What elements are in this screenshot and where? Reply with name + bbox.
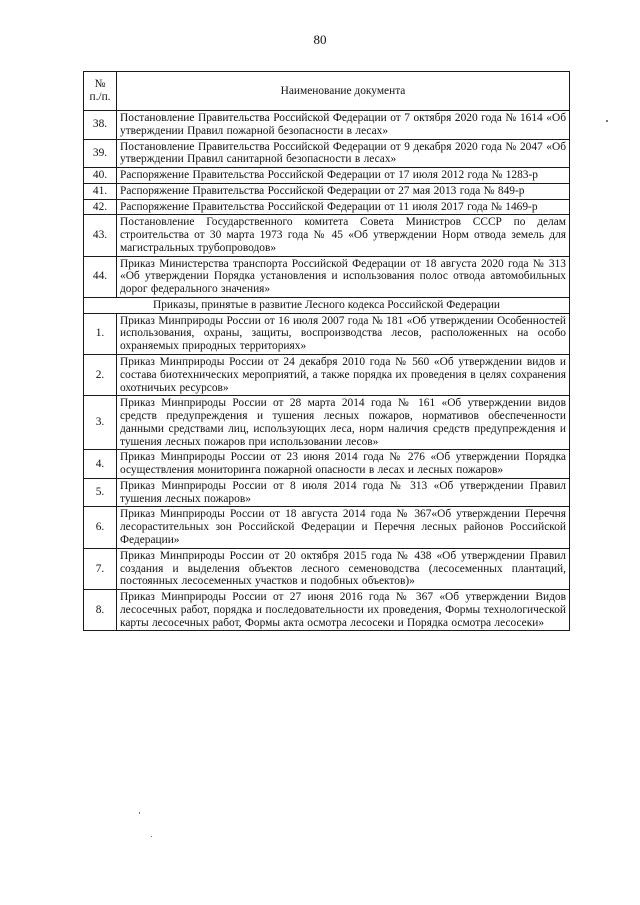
- row-number: 42.: [84, 199, 117, 215]
- table-row: [84, 478, 570, 507]
- row-document-name: Распоряжение Правительства Российской Федерации от 11 июля 2017 года № 1469-р: [117, 199, 570, 215]
- row-document-name: Приказ Минприроды России от 28 марта 2014 года № 161 «Об утверждении видов средств предупреждения и тушения лесных пожаров, нормативов обеспеченности данными средствами лиц, использующих леса, норм наличия средств предупреждения и тушения лесных пожаров при использовании лесов»: [117, 396, 570, 450]
- row-number: 41.: [84, 183, 117, 199]
- row-number: 38.: [84, 111, 117, 140]
- table-row: [84, 111, 570, 140]
- column-header-number: [84, 72, 117, 111]
- table-row: [84, 355, 570, 396]
- table-row: [84, 256, 570, 297]
- scan-speck: [151, 836, 152, 837]
- row-number: 44.: [84, 256, 117, 297]
- section-title: Приказы, принятые в развитие Лесного кодекса Российской Федерации: [84, 297, 570, 313]
- column-header-number-text: № п./п.: [89, 77, 111, 103]
- row-document-name: Приказ Минприроды России от 18 августа 2014 года № 367«Об утверждении Перечня лесорастительных зон Российской Федерации и Перечня лесных районов Российской Федерации»: [117, 507, 570, 548]
- table-row: [84, 590, 570, 631]
- table-row: [84, 168, 570, 184]
- table-row: [84, 183, 570, 199]
- row-document-name: Приказ Минприроды России от 23 июня 2014 года № 276 «Об утверждении Порядка осуществления мониторинга пожарной опасности в лесах и лесных пожаров»: [117, 450, 570, 479]
- row-document-name: Приказ Министерства транспорта Российской Федерации от 18 августа 2020 года № 313 «Об утверждении Порядка установления и использования полос отвода автомобильных дорог федерального значения»: [117, 256, 570, 297]
- row-number: 40.: [84, 168, 117, 184]
- table-row: [84, 313, 570, 354]
- table-row: [84, 215, 570, 256]
- row-number: 3.: [84, 396, 117, 450]
- row-number: 5.: [84, 478, 117, 507]
- column-header-document-name: Наименование документа: [117, 72, 570, 111]
- table-row: [84, 548, 570, 589]
- row-document-name: Постановление Правительства Российской Федерации от 7 октября 2020 года № 1614 «Об утверждении Правил пожарной безопасности в лесах»: [117, 111, 570, 140]
- scan-speck: [606, 120, 608, 122]
- table-row: [84, 507, 570, 548]
- documents-table: [83, 71, 570, 631]
- table-row: [84, 450, 570, 479]
- row-document-name: Приказ Минприроды России от 8 июля 2014 года № 313 «Об утверждении Правил тушения лесных пожаров»: [117, 478, 570, 507]
- row-document-name: Распоряжение Правительства Российской Федерации от 17 июля 2012 года № 1283-р: [117, 168, 570, 184]
- scan-speck: [139, 812, 140, 814]
- table-row: [84, 199, 570, 215]
- row-document-name: Приказ Минприроды России от 24 декабря 2010 года № 560 «Об утверждении видов и состава биотехнических мероприятий, а также порядка их проведения в целях сохранения охотничьих ресурсов»: [117, 355, 570, 396]
- row-number: 43.: [84, 215, 117, 256]
- row-number: 39.: [84, 139, 117, 168]
- row-document-name: Приказ Минприроды России от 20 октября 2015 года № 438 «Об утверждении Правил создания и выделения объектов лесного семеноводства (лесосеменных плантаций, постоянных лесосеменных участков и подобных объектов)»: [117, 548, 570, 589]
- row-number: 4.: [84, 450, 117, 479]
- row-document-name: Приказ Минприроды России от 27 июня 2016 года № 367 «Об утверждении Видов лесосечных работ, порядка и последовательности их проведения, Формы технологической карты лесосечных работ, Формы акта осмотра лесосеки и Порядка осмотра лесосеки»: [117, 590, 570, 631]
- row-document-name: Распоряжение Правительства Российской Федерации от 27 мая 2013 года № 849-р: [117, 183, 570, 199]
- row-document-name: Постановление Правительства Российской Федерации от 9 декабря 2020 года № 2047 «Об утверждении Правил санитарной безопасности в лесах»: [117, 139, 570, 168]
- row-number: 8.: [84, 590, 117, 631]
- table-row: [84, 139, 570, 168]
- table-header-row: [84, 72, 570, 111]
- row-document-name: Постановление Государственного комитета Совета Министров СССР по делам строительства от 30 марта 1973 года № 45 «Об утверждении Норм отвода земель для магистральных трубопроводов»: [117, 215, 570, 256]
- row-number: 7.: [84, 548, 117, 589]
- row-number: 1.: [84, 313, 117, 354]
- section-header-row: [84, 297, 570, 313]
- row-number: 6.: [84, 507, 117, 548]
- row-number: 2.: [84, 355, 117, 396]
- table-row: [84, 396, 570, 450]
- page-number: 80: [313, 32, 327, 47]
- row-document-name: Приказ Минприроды России от 16 июля 2007 года № 181 «Об утверждении Особенностей использования, охраны, защиты, воспроизводства лесов, расположенных на особо охраняемых природных территориях»: [117, 313, 570, 354]
